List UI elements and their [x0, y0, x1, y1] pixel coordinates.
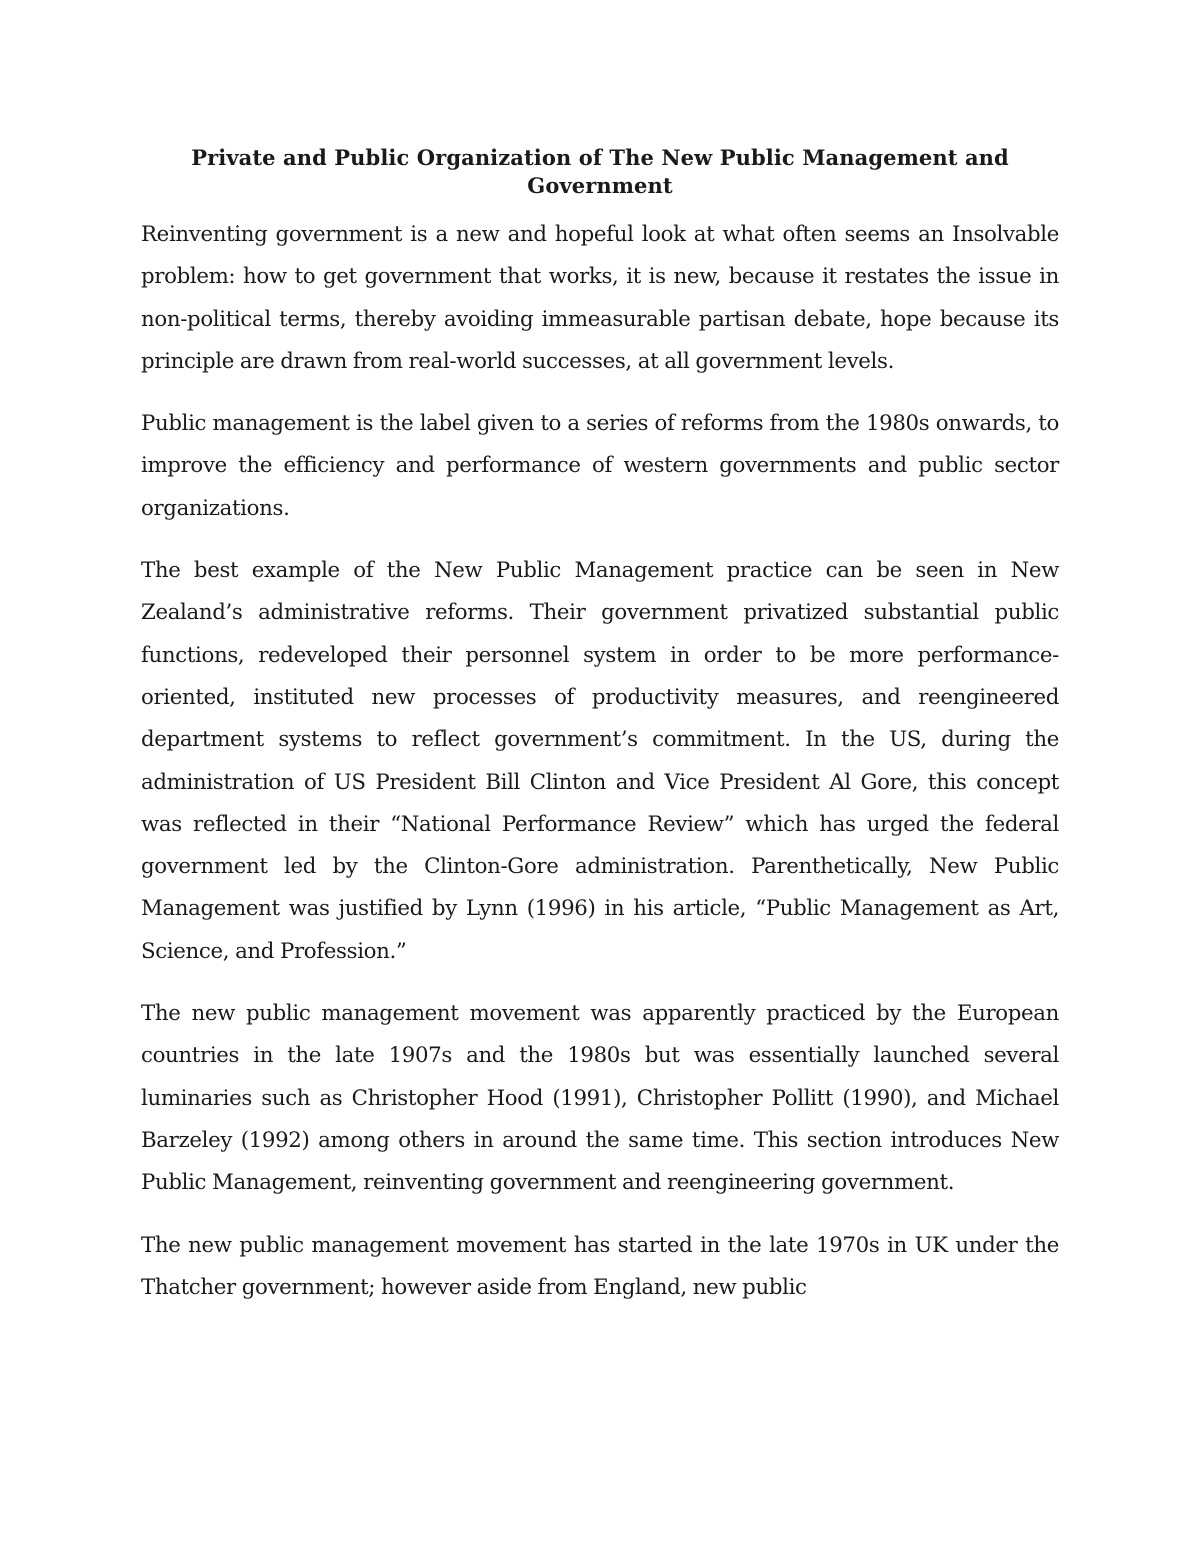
paragraph-5: The new public management movement has started in the late 1970s in UK under the Thatcher government; however aside from England, new public — [141, 1232, 1059, 1300]
paragraph-2: Public management is the label given to a series of reforms from the 1980s onwards, to improve the efficiency and performance of western governments and public sector organizations. — [141, 411, 1059, 521]
document-body — [141, 144, 1059, 1309]
document-title: Private and Public Organization of The New Public Management and Government — [191, 145, 1009, 198]
paragraph-3: The best example of the New Public Management practice can be seen in New Zealand’s administrative reforms. Their government privatized substantial public functions, redeveloped their personnel system in order to be more performance-oriented, instituted new processes of productivity measures, and reengineered department systems to reflect government’s commitment. In the US, during the administration of US President Bill Clinton and Vice President Al Gore, this concept was reflected in their “National Performance Review” which has urged the federal government led by the Clinton-Gore administration. Parenthetically, New Public Management was justified by Lynn (1996) in his article, “Public Management as Art, Science, and Profession.” — [141, 558, 1059, 964]
paragraph-4: The new public management movement was apparently practiced by the European countries in the late 1907s and the 1980s but was essentially launched several luminaries such as Christopher Hood (1991), Christopher Pollitt (1990), and Michael Barzeley (1992) among others in around the same time. This section introduces New Public Management, reinventing government and reengineering government. — [141, 1001, 1059, 1196]
paragraph-1: Reinventing government is a new and hopeful look at what often seems an Insolvable problem: how to get government that works, it is new, because it restates the issue in non-political terms, thereby avoiding immeasurable partisan debate, hope because its principle are drawn from real-world successes, at all government levels. — [141, 222, 1059, 374]
